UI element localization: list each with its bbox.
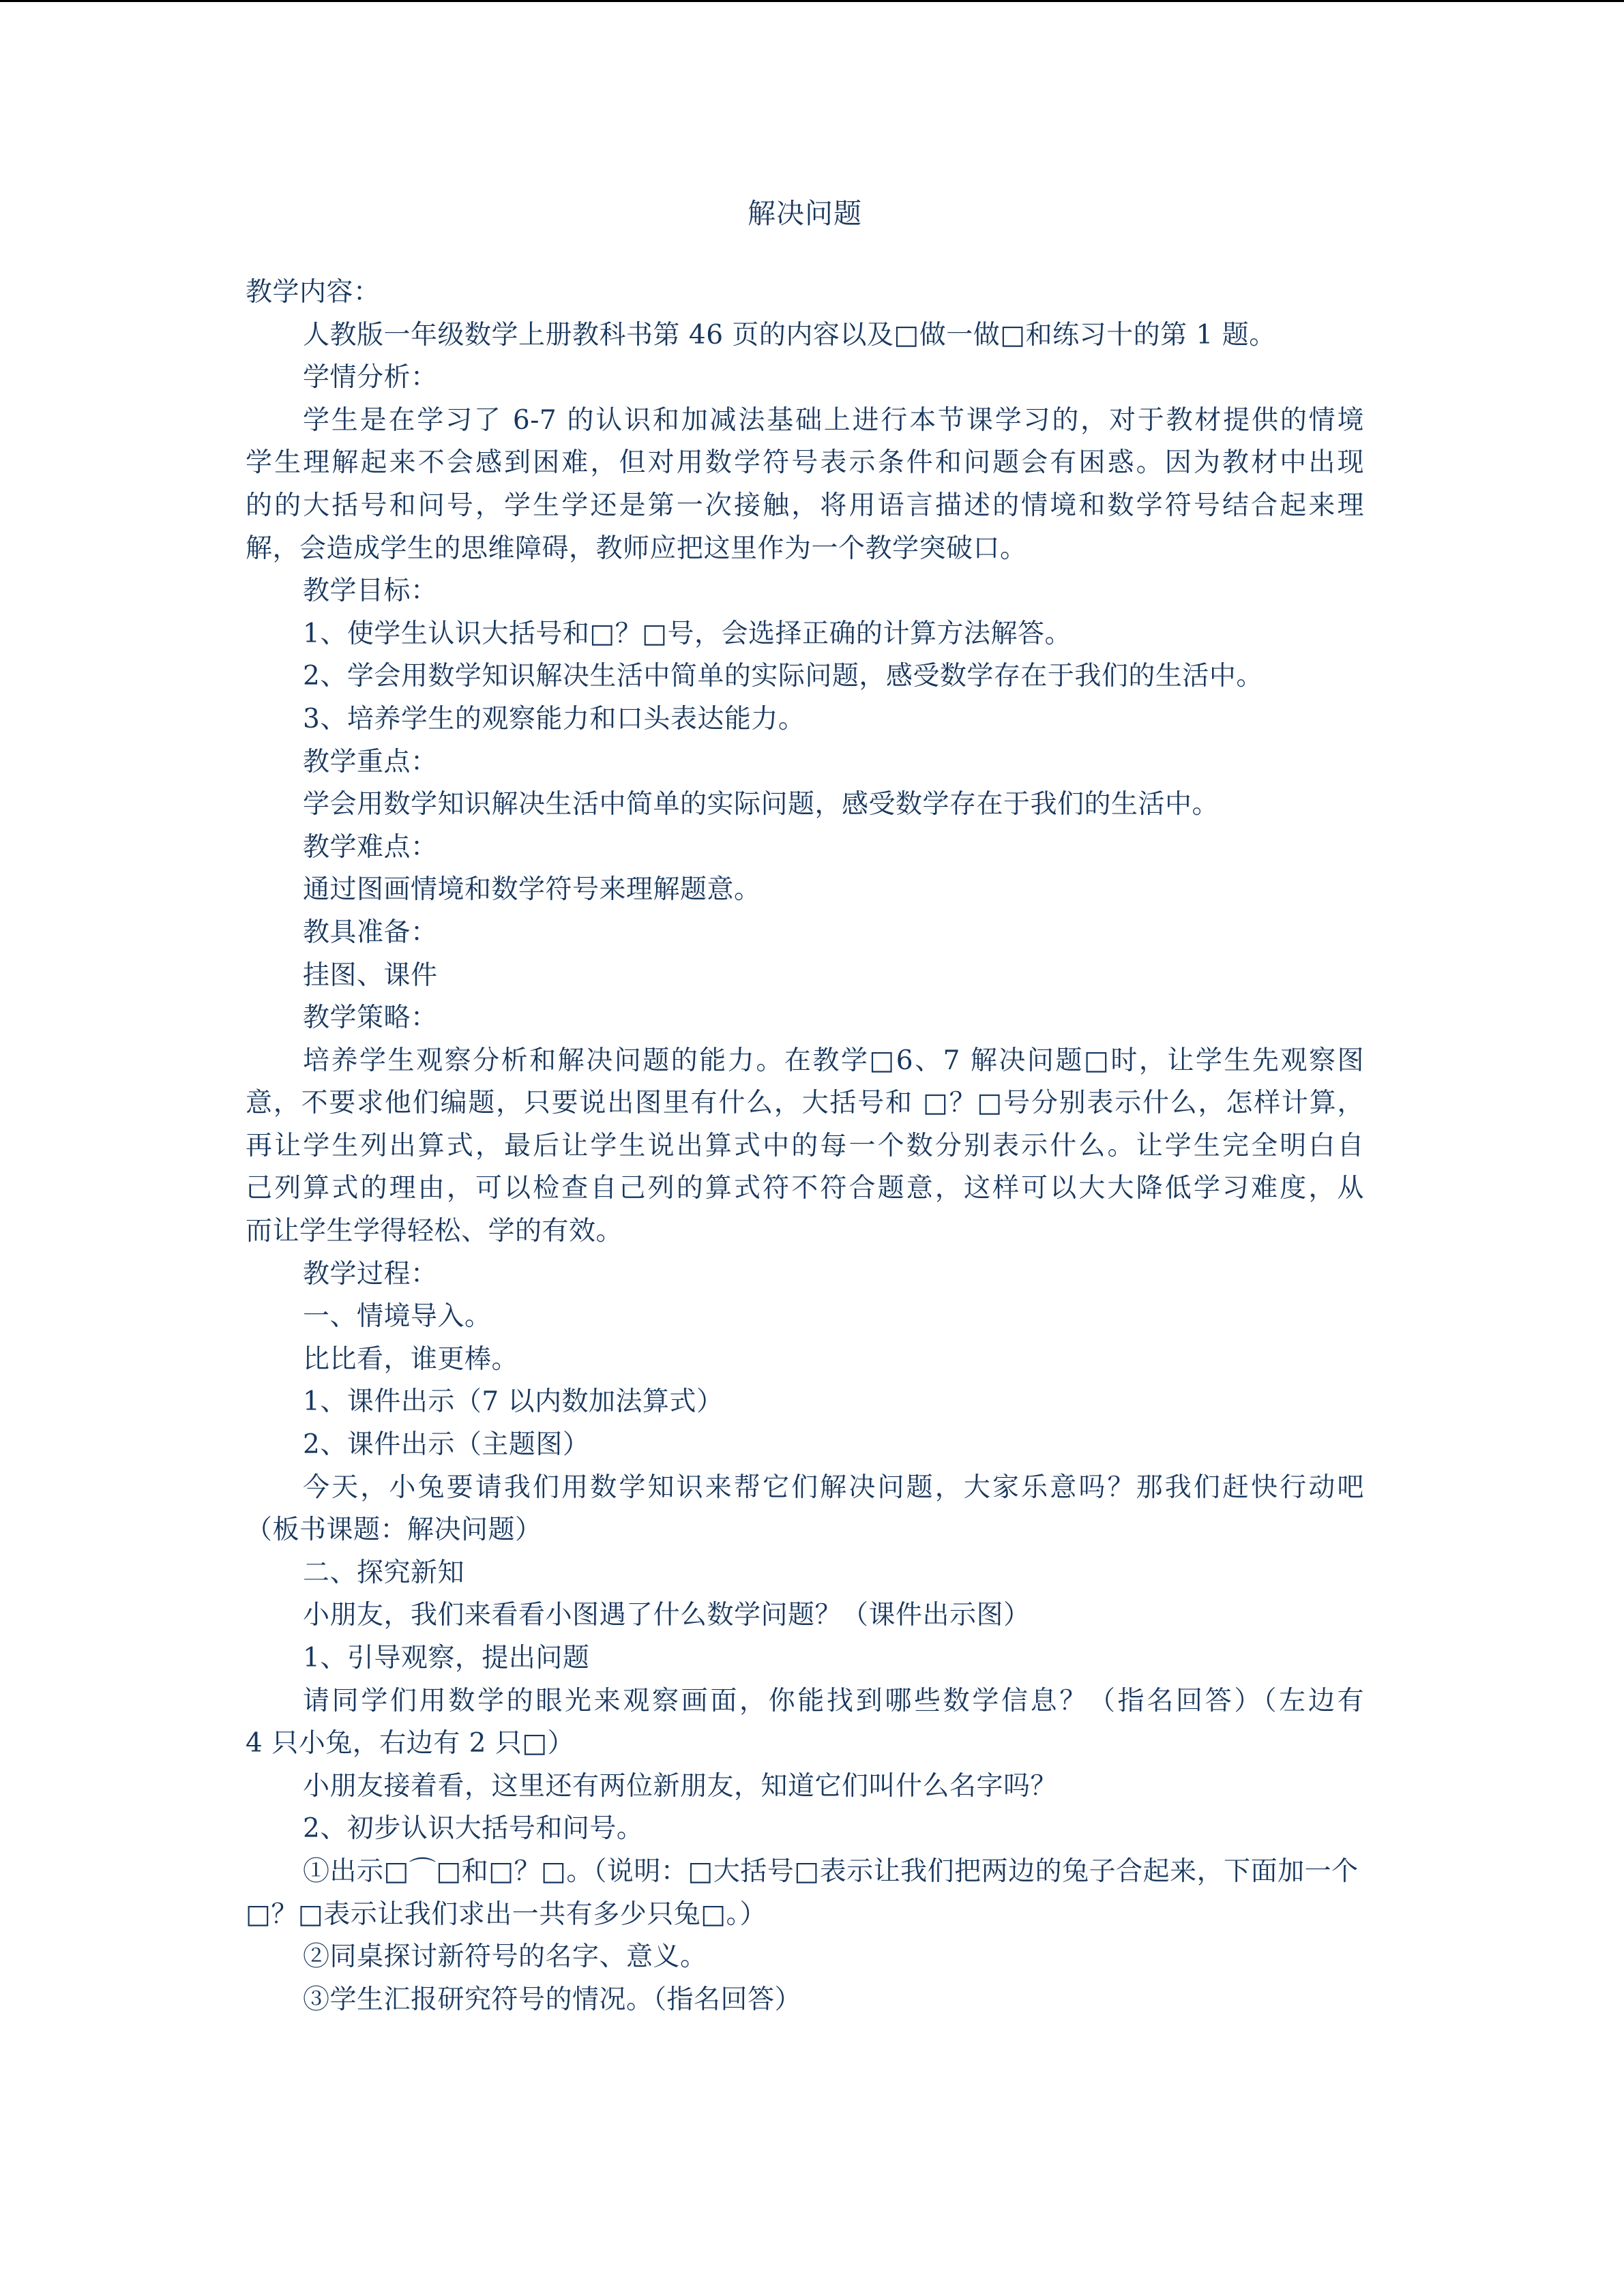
body-line: 教学重点： — [303, 746, 438, 777]
body-line: 而让学生学得轻松、学的有效。 — [246, 1216, 623, 1247]
document-title: 解决问题 — [748, 197, 862, 230]
body-line: 解，会造成学生的思维障碍，教师应把这里作为一个教学突破口。 — [246, 533, 1027, 564]
body-line: 学情分析： — [303, 362, 438, 393]
body-line: ②同桌探讨新符号的名字、意义。 — [303, 1941, 707, 1973]
body-line: 挂图、课件 — [303, 959, 438, 991]
body-line: 学会用数学知识解决生活中简单的实际问题，感受数学存在于我们的生活中。 — [303, 789, 1220, 820]
body-line: 己列算式的理由，可以检查自己列的算式符不符合题意，这样可以大大降低学习难度，从 — [246, 1173, 1364, 1204]
body-line: 1、使学生认识大括号和□？□号，会选择正确的计算方法解答。 — [303, 618, 1072, 649]
body-line: □？□表示让我们求出一共有多少只兔□。） — [246, 1898, 767, 1930]
body-line: 教学过程： — [303, 1258, 438, 1289]
body-line: 教学难点： — [303, 831, 438, 863]
body-line: 2、初步认识大括号和问号。 — [303, 1813, 644, 1845]
body-line: ③学生汇报研究符号的情况。（指名回答） — [303, 1984, 802, 2015]
body-line: 2、学会用数学知识解决生活中简单的实际问题，感受数学存在于我们的生活中。 — [303, 661, 1263, 692]
body-line: 学生理解起来不会感到困难，但对用数学符号表示条件和问题会有困惑。因为教材中出现 — [246, 447, 1364, 479]
body-line: 通过图画情境和数学符号来理解题意。 — [303, 874, 761, 906]
body-line: 2、课件出示（主题图） — [303, 1429, 590, 1461]
body-line: 3、培养学生的观察能力和口头表达能力。 — [303, 703, 806, 734]
body-line: ①出示□⌒□和□？□。（说明：□大括号□表示让我们把两边的兔子合起来，下面加一个 — [303, 1855, 1359, 1887]
body-line: 比比看，谁更棒。 — [303, 1343, 519, 1375]
document-page — [246, 192, 1364, 2021]
body-line: 4 只小兔，右边有 2 只□） — [246, 1728, 575, 1759]
body-line: （板书课题：解决问题） — [246, 1515, 542, 1546]
page-top-border — [0, 0, 1624, 2]
body-line: 的的大括号和问号，学生学还是第一次接触，将用语言描述的情境和数学符号结合起来理 — [246, 490, 1364, 521]
body-line: 1、引导观察，提出问题 — [303, 1643, 590, 1673]
body-line: 教学内容： — [246, 277, 381, 308]
body-line: 教具准备： — [303, 916, 438, 948]
body-line: 今天，小兔要请我们用数学知识来帮它们解决问题，大家乐意吗？那我们赶快行动吧 — [303, 1472, 1364, 1503]
body-line: 人教版一年级数学上册教科书第 46 页的内容以及□做一做□和练习十的第 1 题。 — [303, 319, 1276, 351]
body-line: 教学策略： — [303, 1002, 438, 1034]
body-line: 请同学们用数学的眼光来观察画面，你能找到哪些数学信息？（指名回答）（左边有 — [303, 1685, 1364, 1716]
body-line: 再让学生列出算式，最后让学生说出算式中的每一个数分别表示什么。让学生完全明白自 — [246, 1130, 1364, 1161]
body-line: 二、探究新知 — [303, 1557, 465, 1588]
body-line: 学生是在学习了 6-7 的认识和加减法基础上进行本节课学习的，对于教材提供的情境 — [303, 404, 1364, 436]
body-line: 小朋友接着看，这里还有两位新朋友，知道它们叫什么名字吗？ — [303, 1770, 1058, 1802]
body-line: 小朋友，我们来看看小图遇了什么数学问题？（课件出示图） — [303, 1600, 1031, 1631]
document-body — [246, 271, 1364, 2021]
body-line: 培养学生观察分析和解决问题的能力。在教学□6、7 解决问题□时，让学生先观察图 — [303, 1045, 1364, 1076]
body-line: 意，不要求他们编题，只要说出图里有什么，大括号和 □？□号分别表示什么，怎样计算， — [246, 1088, 1364, 1119]
body-line: 一、情境导入。 — [303, 1301, 492, 1332]
body-line: 1、课件出示（7 以内数加法算式） — [303, 1386, 724, 1418]
body-line: 教学目标： — [303, 576, 438, 607]
